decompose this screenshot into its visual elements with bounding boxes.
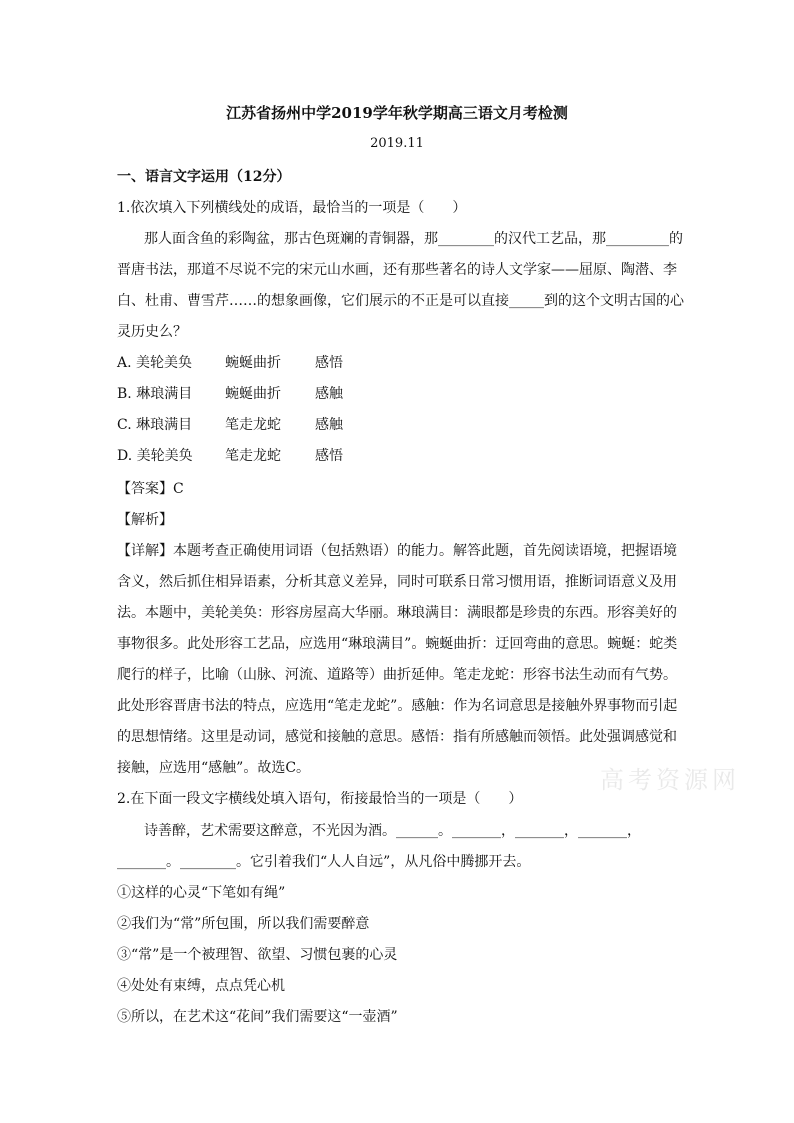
option-c-word1: C. 琳琅满目 xyxy=(117,417,193,433)
option-a-word3: 感悟 xyxy=(315,355,343,371)
section-heading: 一、语言文字运用（12分） xyxy=(117,169,291,185)
q2-passage-line: 诗善醉，艺术需要这醉意，不光因为酒。______。_______，_______，_______， xyxy=(144,823,641,839)
q1-passage-line: 晋唐书法，那道不尽说不完的宋元山水画，还有那些著名的诗人文学家——屈原、陶潜、李 xyxy=(117,262,677,278)
watermark: 高考资源网 xyxy=(600,766,740,794)
option-a xyxy=(117,352,343,372)
q2-passage-line: _______。________。它引着我们“人人自远”，从凡俗中腾挪开去。 xyxy=(117,854,531,870)
analysis-line: 事物很多。此处形容工艺品，应选用“琳琅满目”。蜿蜒曲折：迂回弯曲的意思。蜿蜒：蛇类 xyxy=(117,636,678,652)
analysis-line: 含义，然后抓住相异语素，分析其意义差异，同时可联系日常习惯用语，推断词语意义及用 xyxy=(117,574,677,590)
analysis-label: 【解析】 xyxy=(117,512,173,528)
option-d xyxy=(117,445,343,465)
option-b xyxy=(117,383,343,403)
analysis-line: 爬行的样子，比喻（山脉、河流、道路等）曲折延伸。笔走龙蛇：形容书法生动而有气势。 xyxy=(117,667,677,683)
option-d-word3: 感悟 xyxy=(315,448,343,464)
option-c xyxy=(117,414,343,434)
q1-passage-line: 那人面含鱼的彩陶盆，那古色斑斓的青铜器，那________的汉代工艺品，那_________的 xyxy=(144,231,683,247)
option-d-word2: 笔走龙蛇 xyxy=(225,448,281,464)
answer: 【答案】C xyxy=(117,481,184,497)
q2-item: ⑤所以，在艺术这“花间”我们需要这“一壶酒” xyxy=(117,1009,398,1025)
option-c-word2: 笔走龙蛇 xyxy=(225,417,281,433)
option-a-word1: A. 美轮美奂 xyxy=(117,355,193,371)
analysis-line: 接触，应选用“感触”。故选C。 xyxy=(117,760,311,776)
q2-item: ③“常”是一个被理智、欲望、习惯包裹的心灵 xyxy=(117,947,398,963)
analysis-line: 【详解】本题考查正确使用词语（包括熟语）的能力。解答此题，首先阅读语境，把握语境 xyxy=(117,543,677,559)
analysis-line: 此处形容晋唐书法的特点，应选用“笔走龙蛇”。感触：作为名词意思是接触外界事物而引起 xyxy=(117,698,678,714)
question-1-stem: 1.依次填入下列横线处的成语，最恰当的一项是（ ） xyxy=(117,200,467,216)
question-2-stem: 2.在下面一段文字横线处填入语句，衔接最恰当的一项是（ ） xyxy=(117,791,523,807)
exam-date: 2019.11 xyxy=(370,136,424,151)
q2-item: ①这样的心灵“下笔如有绳” xyxy=(117,885,286,901)
analysis-line: 法。本题中，美轮美奂：形容房屋高大华丽。琳琅满目：满眼都是珍贵的东西。形容美好的 xyxy=(117,605,677,621)
option-b-word2: 蜿蜒曲折 xyxy=(225,386,281,402)
option-d-word1: D. 美轮美奂 xyxy=(117,448,193,464)
page-title: 江苏省扬州中学2019学年秋学期高三语文月考检测 xyxy=(226,104,568,122)
option-b-word1: B. 琳琅满目 xyxy=(117,386,193,402)
q1-passage-line: 白、杜甫、曹雪芹……的想象画像，它们展示的不正是可以直接_____到的这个文明古国的心 xyxy=(117,293,684,309)
option-b-word3: 感触 xyxy=(315,386,343,402)
q2-item: ④处处有束缚，点点凭心机 xyxy=(117,978,285,994)
q2-item: ②我们为“常”所包围，所以我们需要醉意 xyxy=(117,916,370,932)
q1-passage-line: 灵历史么？ xyxy=(117,324,187,340)
analysis-line: 的思想情绪。这里是动词，感觉和接触的意思。感悟：指有所感触而领悟。此处强调感觉和 xyxy=(117,729,677,745)
option-a-word2: 蜿蜒曲折 xyxy=(225,355,281,371)
option-c-word3: 感触 xyxy=(315,417,343,433)
